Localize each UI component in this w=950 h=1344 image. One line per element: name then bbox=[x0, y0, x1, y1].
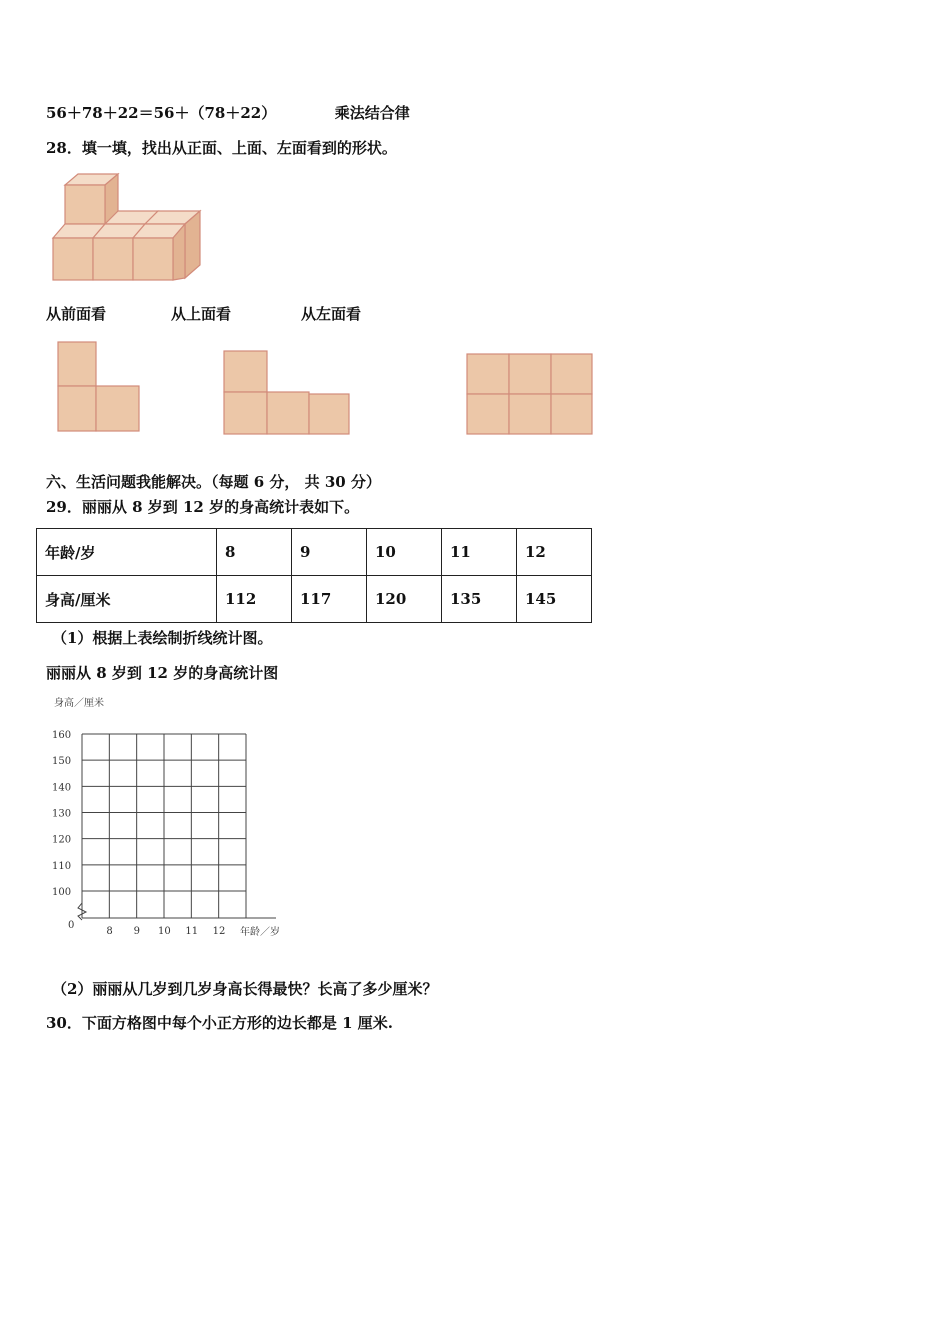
y-tick-label: 140 bbox=[52, 782, 72, 794]
age-cell: 8 bbox=[217, 529, 292, 576]
q30-prompt: 30．下面方格图中每个小正方形的边长都是 1 厘米. bbox=[46, 1014, 393, 1032]
y-tick-label: 110 bbox=[52, 860, 72, 872]
table-row bbox=[37, 576, 592, 623]
y-tick-label: 160 bbox=[52, 730, 72, 741]
chart-title: 丽丽从 8 岁到 12 岁的身高统计图 bbox=[46, 664, 279, 682]
y-tick-label: 100 bbox=[52, 887, 72, 898]
y-tick-label: 150 bbox=[52, 756, 72, 768]
height-cell: 120 bbox=[367, 576, 442, 623]
x-tick-label: 10 bbox=[158, 926, 171, 937]
height-cell: 135 bbox=[442, 576, 517, 623]
row-label-age: 年龄/岁 bbox=[37, 529, 217, 576]
view-shape-a bbox=[56, 340, 142, 434]
q29-sub1: （1）根据上表绘制折线统计图。 bbox=[52, 629, 273, 647]
view-label-top: 从上面看 bbox=[171, 305, 232, 323]
y-axis-label: 身高／厘米 bbox=[54, 698, 104, 709]
height-cell: 145 bbox=[517, 576, 592, 623]
table-row bbox=[37, 529, 592, 576]
height-cell: 112 bbox=[217, 576, 292, 623]
q28-prompt: 28．填一填，找出从正面、上面、左面看到的形状。 bbox=[46, 139, 397, 157]
view-label-left: 从左面看 bbox=[301, 305, 362, 323]
x-tick-label: 9 bbox=[133, 926, 141, 937]
age-cell: 11 bbox=[442, 529, 517, 576]
x-tick-label: 12 bbox=[212, 926, 226, 937]
view-shape-c bbox=[465, 352, 595, 436]
x-axis-label: 年龄／岁 bbox=[240, 927, 280, 938]
x-tick-label: 8 bbox=[106, 926, 113, 937]
height-cell: 117 bbox=[292, 576, 367, 623]
row-label-height: 身高/厘米 bbox=[37, 576, 217, 623]
age-cell: 12 bbox=[517, 529, 592, 576]
y-tick-label: 120 bbox=[52, 834, 72, 846]
height-line-chart bbox=[40, 690, 300, 945]
q29-prompt: 29．丽丽从 8 岁到 12 岁的身高统计表如下。 bbox=[46, 498, 360, 516]
origin-label: 0 bbox=[68, 920, 75, 931]
age-cell: 10 bbox=[367, 529, 442, 576]
q29-sub2: （2）丽丽从几岁到几岁身高长得最快？长高了多少厘米？ bbox=[52, 980, 438, 998]
equation-text: 56＋78＋22＝56＋（78＋22） bbox=[46, 104, 277, 122]
equation-line bbox=[46, 102, 410, 123]
age-cell: 9 bbox=[292, 529, 367, 576]
view-label-front: 从前面看 bbox=[46, 305, 107, 323]
y-tick-label: 130 bbox=[52, 808, 72, 820]
section6-title: 六、生活问题我能解决。（每题 6 分， 共 30 分） bbox=[46, 473, 381, 491]
x-tick-label: 11 bbox=[185, 926, 199, 937]
view-shape-b bbox=[222, 349, 352, 437]
cube-stack-figure bbox=[50, 170, 210, 285]
law-text: 乘法结合律 bbox=[334, 104, 410, 122]
height-table bbox=[36, 528, 592, 623]
